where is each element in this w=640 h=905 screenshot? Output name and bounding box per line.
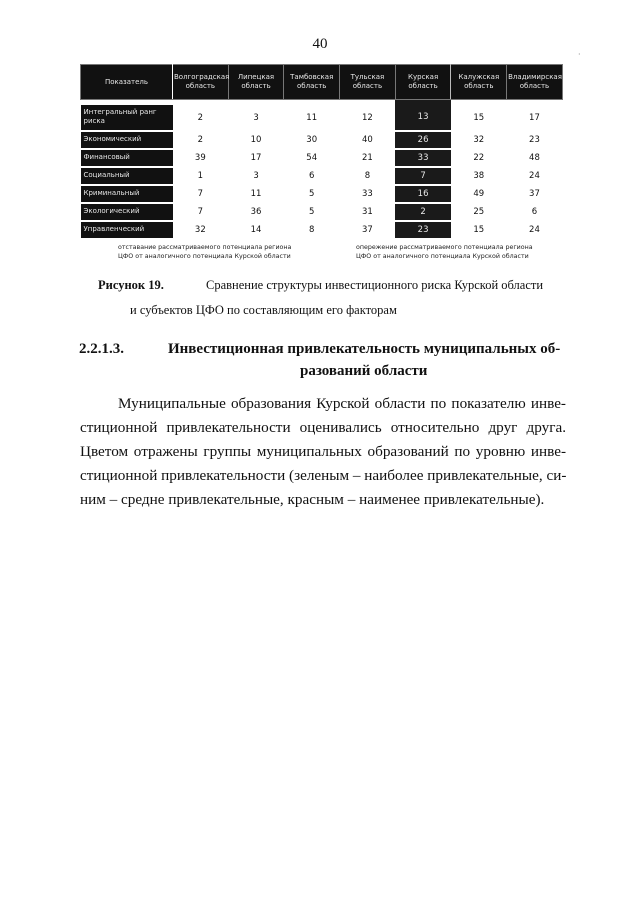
table-cell: 12 — [361, 112, 373, 123]
table-cell: 38 — [473, 170, 485, 181]
table-cell: 7 — [197, 206, 204, 217]
figure-caption-continued: и субъектов ЦФО по составляющим его факторам — [130, 303, 397, 317]
table-cell: 36 — [250, 206, 262, 217]
table-cell: 3 — [253, 112, 259, 123]
table-cell: 31 — [361, 206, 373, 217]
header-column: Липецкая область — [228, 65, 284, 100]
header-column: Калужская область — [451, 65, 507, 100]
risk-comparison-table — [80, 64, 563, 240]
table-row — [81, 167, 563, 185]
header-column: Владимирская область — [507, 65, 563, 100]
paragraph-line: ним – средне привлекательные, красным – наименее привлекательные). — [80, 491, 545, 508]
row-label: Социальный — [81, 167, 173, 185]
legend-leading — [356, 243, 533, 261]
legend-lagging-line: ЦФО от аналогичного потенциала Курской области — [118, 253, 291, 260]
legend-lagging — [118, 243, 291, 261]
table-body — [81, 100, 563, 239]
table-cell-kursk: 26 — [395, 131, 451, 149]
table-cell: 17 — [250, 152, 262, 163]
row-label: Экологический — [81, 203, 173, 221]
row-label: Криминальный — [81, 185, 173, 203]
table-cell: 5 — [309, 188, 315, 199]
table-cell: 33 — [361, 188, 373, 199]
figure-caption — [98, 278, 543, 293]
table-cell: 6 — [531, 206, 538, 217]
table-row — [81, 185, 563, 203]
corner-mark: · — [578, 50, 581, 59]
table-cell: 6 — [309, 170, 315, 181]
table-cell: 11 — [306, 112, 318, 123]
table-cell-kursk: 23 — [395, 221, 451, 239]
figure-caption-text: Сравнение структуры инвестиционного риска Курской области — [206, 278, 544, 292]
table-row — [81, 221, 563, 239]
table-cell: 15 — [473, 224, 485, 235]
table-cell-kursk: 7 — [395, 167, 451, 185]
table-cell-kursk: 13 — [395, 105, 451, 131]
header-column: Тульская область — [340, 65, 396, 100]
header-indicator: Показатель — [81, 65, 173, 100]
table-cell: 3 — [253, 170, 259, 181]
header-column-kursk: Курская область — [395, 65, 451, 100]
page-number: 40 — [312, 36, 328, 52]
legend-lagging-line: отставание рассматриваемого потенциала региона — [118, 244, 292, 251]
table-header-row — [81, 65, 563, 100]
table-cell: 32 — [473, 134, 485, 145]
table-cell: 25 — [473, 206, 485, 217]
table-cell: 49 — [473, 188, 485, 199]
paragraph-line: Цветом отражены группы муниципальных образований по уровню инве- — [80, 443, 566, 460]
section-title: Инвестиционная привлекательность муниципальных об- — [168, 341, 561, 357]
section-title-continued: разований области — [300, 363, 428, 379]
table-cell: 37 — [361, 224, 373, 235]
table-cell: 40 — [361, 134, 373, 145]
table-row — [81, 105, 563, 131]
table-cell: 23 — [529, 134, 540, 145]
table-cell: 37 — [529, 188, 540, 199]
legend-leading-line: ЦФО от аналогичного потенциала Курской области — [356, 253, 529, 260]
table-row — [81, 203, 563, 221]
table-cell: 30 — [306, 134, 318, 145]
table-row — [81, 149, 563, 167]
table-cell: 8 — [364, 170, 371, 181]
table-cell: 1 — [197, 170, 204, 181]
figure-caption-prefix: Рисунок 19. — [98, 278, 164, 292]
header-column: Тамбовская область — [284, 65, 340, 100]
table-cell: 2 — [197, 134, 204, 145]
section-number: 2.2.1.3. — [79, 341, 124, 357]
table-cell: 15 — [473, 112, 485, 123]
paragraph-line: Муниципальные образования Курской области по показателю инве- — [118, 395, 566, 412]
table-cell: 14 — [250, 224, 262, 235]
table-cell: 54 — [306, 152, 318, 163]
paragraph-line: стиционной привлекательности оценивались относительно друг друга. — [80, 419, 566, 436]
paragraph-line: стиционной привлекательности (зеленым – наиболее привлекательные, си- — [80, 467, 567, 484]
table-cell: 2 — [197, 112, 204, 123]
legend-leading-line: опережение рассматриваемого потенциала региона — [356, 244, 533, 251]
table-cell: 17 — [529, 112, 540, 123]
table-cell: 39 — [194, 152, 206, 163]
table-cell: 22 — [473, 152, 485, 163]
row-label: Управленческий — [81, 221, 173, 239]
table-cell: 24 — [529, 224, 540, 235]
table-cell: 8 — [309, 224, 315, 235]
table-cell: 10 — [250, 134, 262, 145]
table-cell: 48 — [529, 152, 540, 163]
table-cell: 11 — [250, 188, 262, 199]
body-paragraph — [80, 392, 566, 512]
table-cell: 24 — [529, 170, 540, 181]
table-cell-kursk: 2 — [395, 203, 451, 221]
table-row — [81, 131, 563, 149]
table-cell: 32 — [194, 224, 206, 235]
table-cell: 21 — [361, 152, 373, 163]
table-cell: 5 — [309, 206, 315, 217]
row-label: Экономический — [81, 131, 173, 149]
header-column: Волгоградская область — [173, 65, 229, 100]
table-cell-kursk: 16 — [395, 185, 451, 203]
row-label: Финансовый — [81, 149, 173, 167]
row-label: Интегральный ранг риска — [81, 105, 173, 131]
table-cell: 7 — [197, 188, 204, 199]
table-cell-kursk: 33 — [395, 149, 451, 167]
